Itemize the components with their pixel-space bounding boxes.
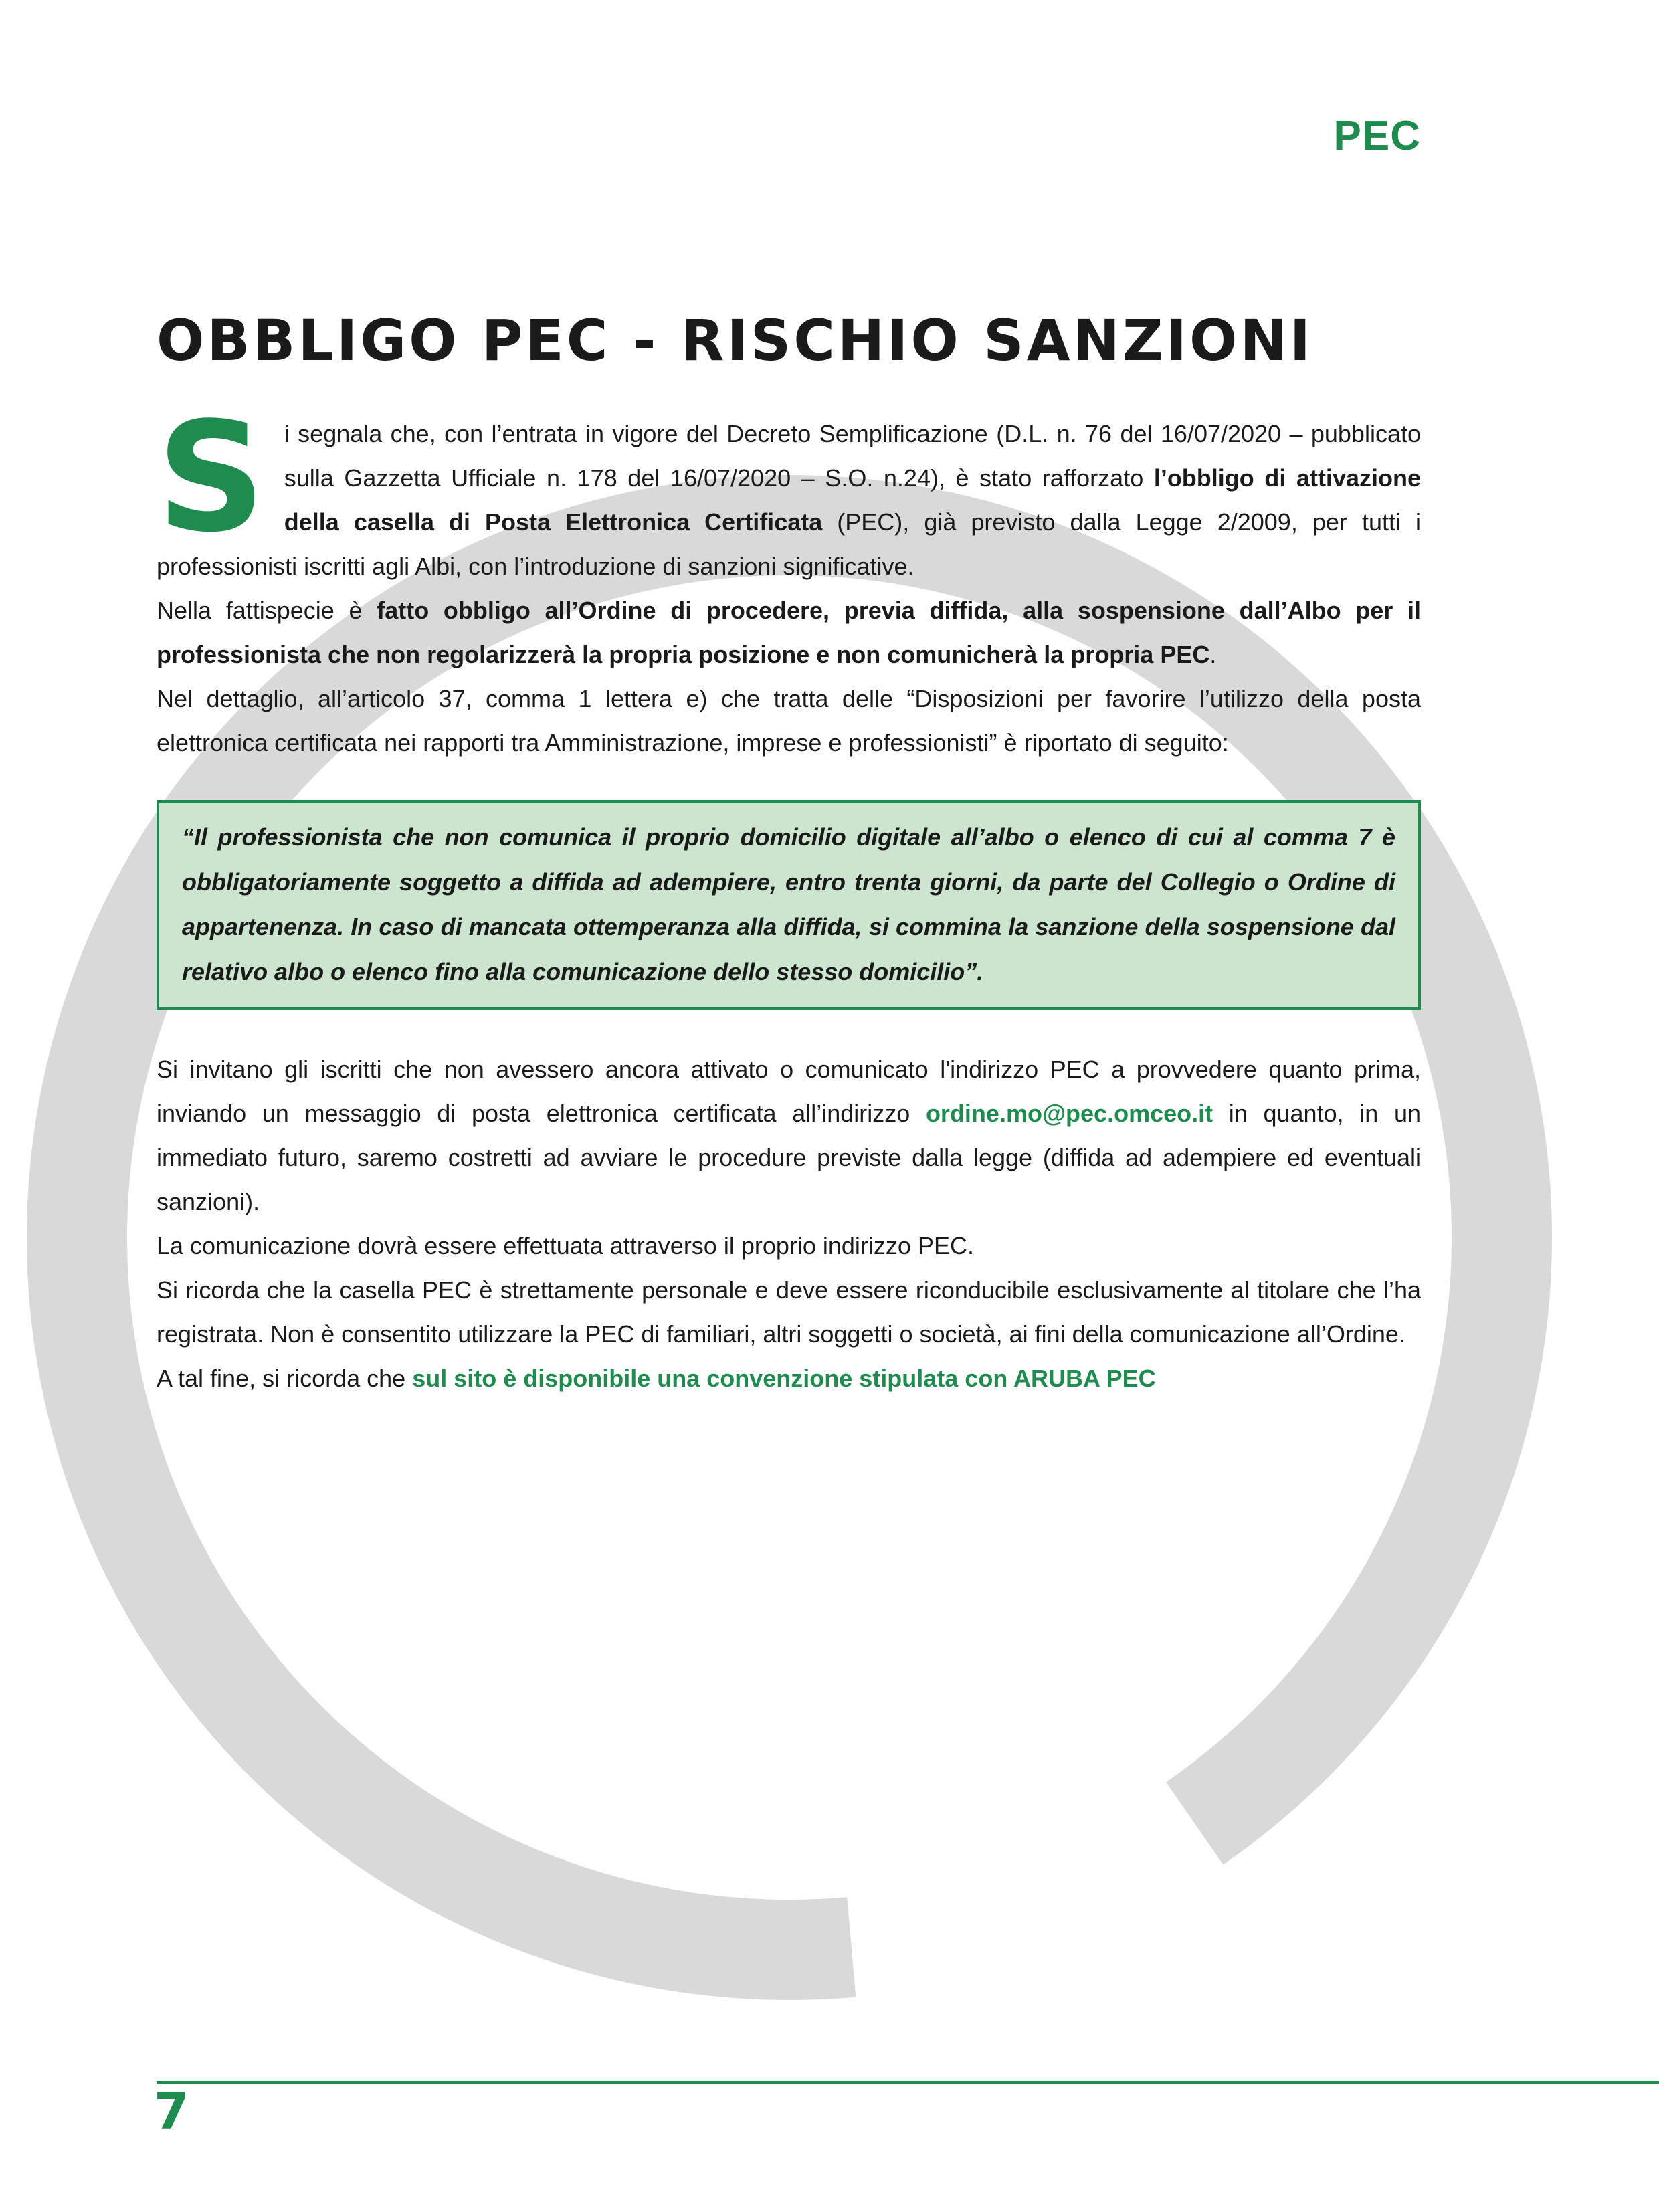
section-tag: PEC [1333,113,1421,159]
invito-paragraph [157,1047,1421,1224]
footer-rule [157,2081,1659,2084]
intro-text-end: (PEC), già previsto dalla Legge 2/2009, per tutti i professionisti iscritti agli Albi, con l’introduzione di sanzioni significative. [157,508,1421,580]
aruba-convenzione-link[interactable]: sul sito è disponibile una convenzione stipulata con ARUBA PEC [412,1365,1156,1392]
comunicazione-paragraph: La comunicazione dovrà essere effettuata attraverso il proprio indirizzo PEC. [157,1232,974,1260]
invito-suffix: in quanto, in un immediato futuro, saremo costretti ad avviare le procedure previste dalla legge (diffida ad adempiere ed eventuali sanzioni). [157,1100,1421,1215]
intro-paragraph [157,390,1421,589]
intro-text: i segnala che, con l’entrata in vigore del Decreto Semplificazione (D.L. n. 76 del 16/07/2020 – pubblicato sulla Gazzetta Ufficiale n. 178 del 16/07/2020 – S.O. n.24), è stato rafforzato [284,420,1421,492]
legal-quote-box: “Il professionista che non comunica il proprio domicilio digitale all’albo o elenco di cui al comma 7 è obbligatoriamente soggetto a diffida ad adempiere, entro trenta giorni, da parte del Collegio o Ordine di appartenenza. In caso di mancata ottemperanza alla diffida, si commina la sanzione della sospensione dal relativo albo o elenco fino alla comunicazione dello stesso domicilio”. [157,800,1421,1010]
convenzione-paragraph [157,1356,1421,1401]
pec-email-link[interactable]: ordine.mo@pec.omceo.it [925,1100,1213,1127]
page-number: 7 [154,2082,189,2141]
invito-prefix: Si invitano gli iscritti che non avessero ancora attivato o comunicato l'indirizzo PEC a provvedere quanto prima, inviando un messaggio di posta elettronica certificata all’indirizzo [157,1055,1421,1127]
article-body [157,390,1422,1401]
fattispecie-prefix: Nella fattispecie è [157,597,377,624]
fattispecie-paragraph [157,589,1421,677]
convenzione-prefix: A tal fine, si ricorda che [157,1365,413,1392]
personale-paragraph: Si ricorda che la casella PEC è strettamente personale e deve essere riconducibile esclusivamente al titolare che l’ha registrata. Non è consentito utilizzare la PEC di familiari, altri soggetti o società, ai fini della comunicazione all’Ordine. [157,1276,1421,1348]
fattispecie-suffix: . [1209,641,1217,668]
dettaglio-paragraph: Nel dettaglio, all’articolo 37, comma 1 lettera e) che tratta delle “Disposizioni per favorire l’utilizzo della posta elettronica certificata nei rapporti tra Amministrazione, imprese e professionisti” è riportato di seguito: [157,685,1421,757]
drop-cap: S [157,390,266,566]
fattispecie-emphasis: fatto obbligo all’Ordine di procedere, previa diffida, alla sospensione dall’Albo per il professionista che non regolarizzerà la propria posizione e non comunicherà la propria PEC [157,597,1422,668]
page-title: OBBLIGO PEC - RISCHIO SANZIONI [157,308,1314,373]
intro-emphasis: l’obbligo di attivazione della casella di Posta Elettronica Certificata [284,464,1421,536]
